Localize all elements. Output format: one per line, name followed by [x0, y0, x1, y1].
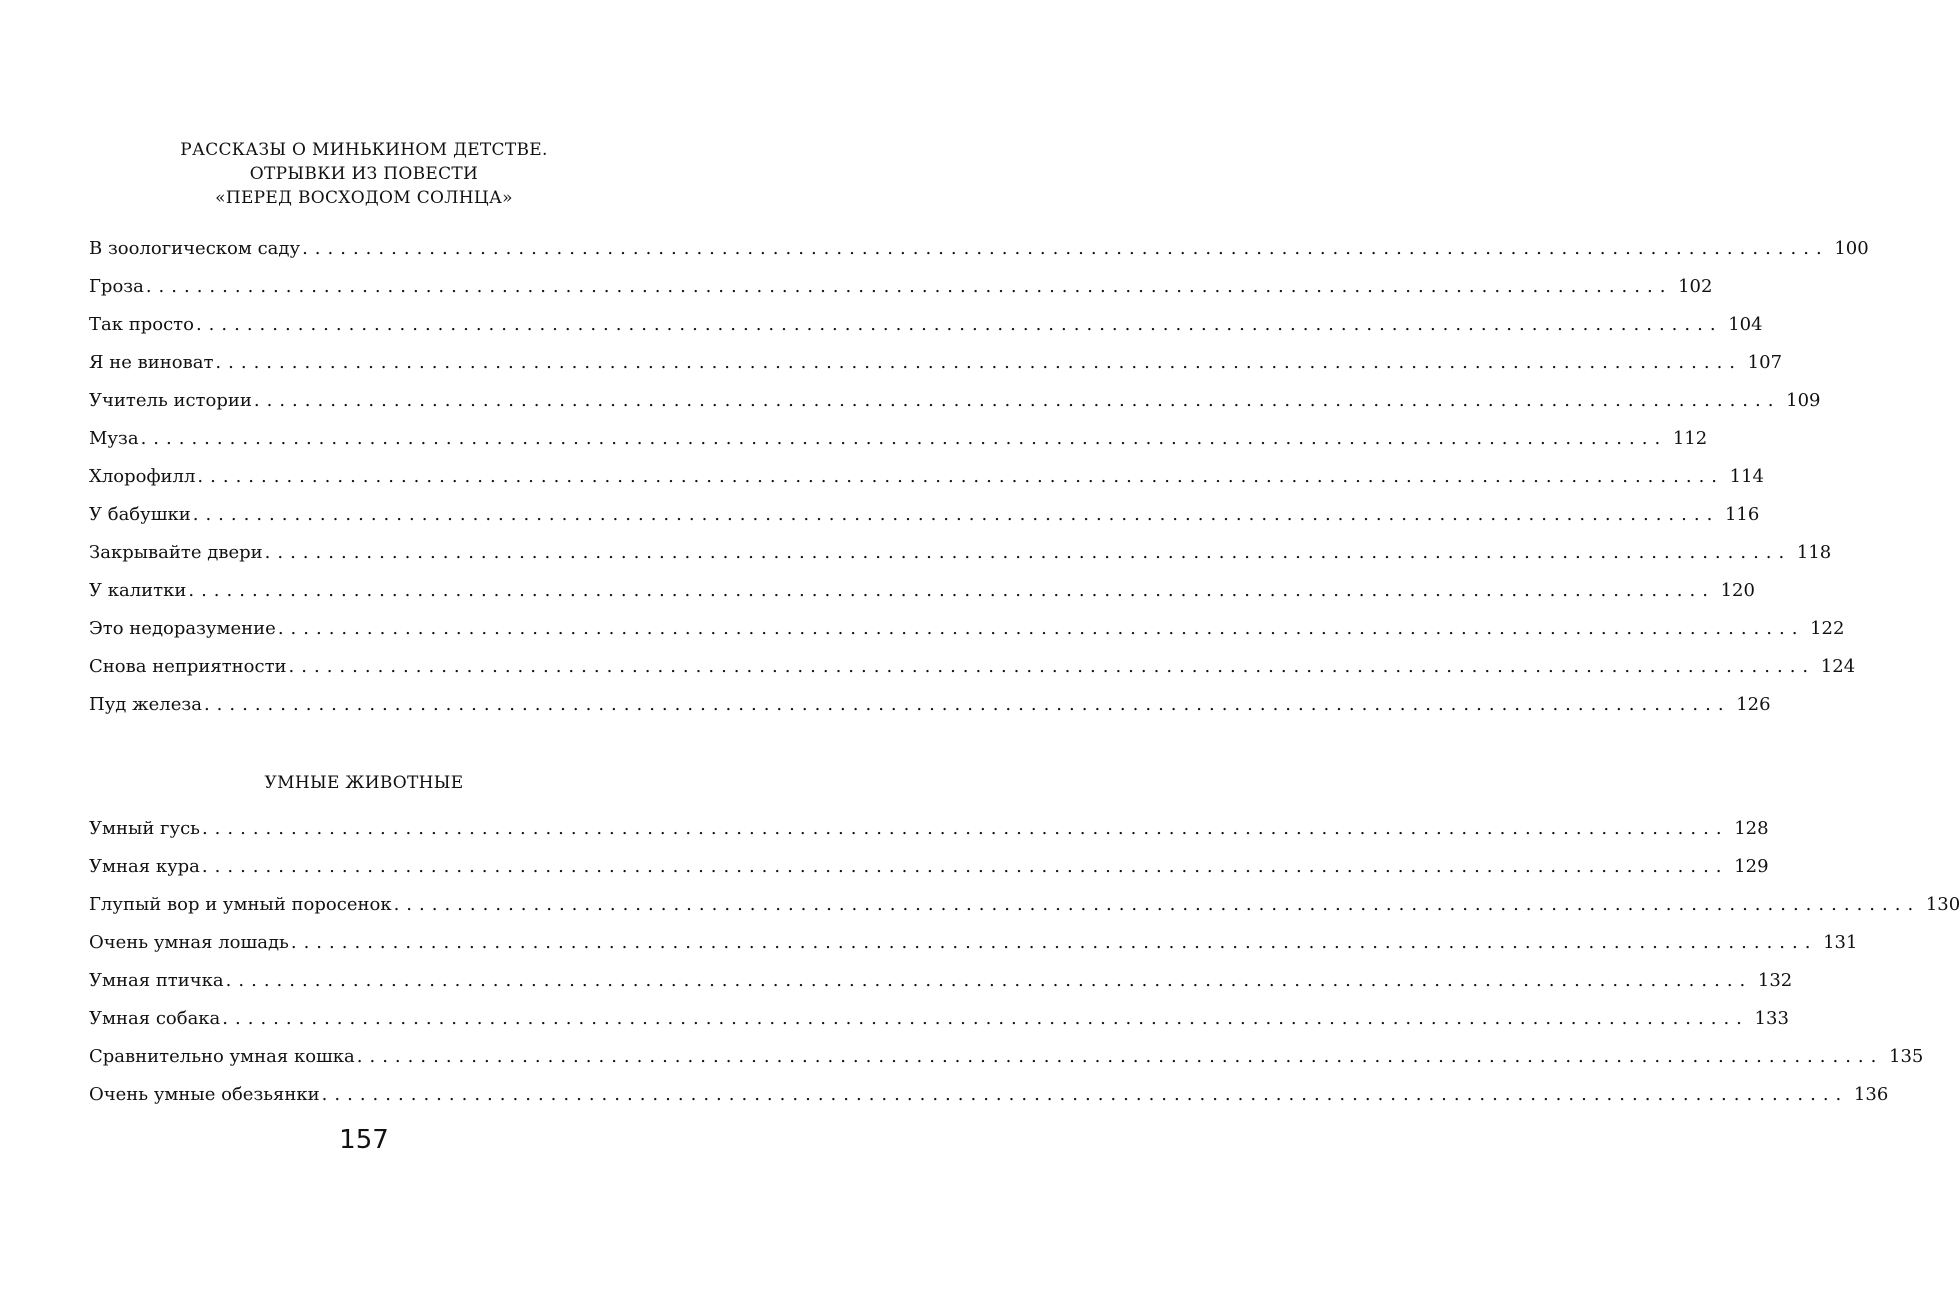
toc-entry-page: 126: [1736, 694, 1771, 715]
toc-entry-page: 130: [1925, 894, 1960, 915]
dot-leader: ........................................................................................................................: [290, 932, 1818, 953]
toc-entry: [89, 466, 1765, 504]
toc-entry-page: 107: [1747, 352, 1783, 373]
toc-entry: [89, 818, 1769, 856]
toc-entry-title: Закрывайте двери: [89, 542, 263, 563]
toc-entry-title: Очень умные обезьянки: [89, 1084, 320, 1105]
toc-entry-title: У калитки: [89, 580, 187, 601]
toc-entry-page: 116: [1724, 504, 1760, 525]
dot-leader: ........................................................................................................................: [253, 390, 1781, 411]
toc-entry-title: Умная птичка: [89, 970, 224, 991]
toc-entry-title: Умная собака: [89, 1008, 221, 1029]
toc-entry-title: Учитель истории: [89, 390, 252, 411]
toc-section-childhood: [89, 238, 1869, 732]
toc-entry-title: Глупый вор и умный поросенок: [89, 894, 392, 915]
toc-entry-page: 102: [1678, 276, 1713, 297]
dot-leader: ........................................................................................................................: [225, 970, 1753, 991]
toc-section-animals: [89, 818, 1960, 1122]
dot-leader: ........................................................................................................................: [356, 1046, 1884, 1067]
dot-leader: ........................................................................................................................: [192, 504, 1720, 525]
toc-entry: [89, 1008, 1789, 1046]
toc-entry: [89, 1084, 1889, 1122]
heading-line: ОТРЫВКИ ИЗ ПОВЕСТИ: [249, 164, 479, 184]
dot-leader: ........................................................................................................................: [145, 276, 1673, 297]
dot-leader: ........................................................................................................................: [188, 580, 1715, 601]
dot-leader: ........................................................................................................................: [393, 894, 1921, 915]
toc-entry-page: 135: [1889, 1046, 1924, 1067]
toc-entry: [89, 276, 1713, 314]
section-heading-smart-animals: [0, 771, 728, 795]
toc-entry-page: 112: [1672, 428, 1708, 449]
dot-leader: ........................................................................................................................: [195, 314, 1723, 335]
dot-leader: ........................................................................................................................: [215, 352, 1743, 373]
toc-entry-title: В зоологическом саду: [89, 238, 301, 259]
dot-leader: ........................................................................................................................: [302, 238, 1829, 259]
toc-entry: [89, 894, 1960, 932]
toc-entry-page: 128: [1734, 818, 1769, 839]
toc-entry-page: 118: [1796, 542, 1832, 563]
toc-entry-page: 131: [1823, 932, 1858, 953]
toc-entry-page: 132: [1757, 970, 1793, 991]
toc-entry-page: 100: [1834, 238, 1869, 259]
dot-leader: ........................................................................................................................: [222, 1008, 1749, 1029]
toc-entry: [89, 390, 1821, 428]
dot-leader: ........................................................................................................................: [264, 542, 1792, 563]
toc-entry: [89, 428, 1708, 466]
toc-entry-title: Снова неприятности: [89, 656, 287, 677]
dot-leader: ........................................................................................................................: [201, 856, 1729, 877]
toc-entry: [89, 618, 1845, 656]
dot-leader: ........................................................................................................................: [277, 618, 1805, 639]
toc-entry-title: Очень умная лошадь: [89, 932, 289, 953]
toc-entry-title: Умный гусь: [89, 818, 200, 839]
toc-entry: [89, 932, 1858, 970]
dot-leader: ........................................................................................................................: [321, 1084, 1849, 1105]
toc-entry-title: Муза: [89, 428, 139, 449]
toc-entry-page: 109: [1786, 390, 1821, 411]
dot-leader: ........................................................................................................................: [197, 466, 1725, 487]
toc-entry-page: 133: [1754, 1008, 1789, 1029]
heading-line: РАССКАЗЫ О МИНЬКИНОМ ДЕТСТВЕ.: [180, 140, 548, 160]
toc-entry-title: Сравнительно умная кошка: [89, 1046, 355, 1067]
toc-entry: [89, 352, 1783, 390]
toc-entry: [89, 856, 1769, 894]
toc-entry-title: Пуд железа: [89, 694, 202, 715]
toc-entry-title: Так просто: [89, 314, 194, 335]
toc-entry: [89, 238, 1869, 276]
section-heading-childhood-stories: [0, 138, 728, 210]
toc-entry-page: 129: [1734, 856, 1769, 877]
toc-entry: [89, 314, 1763, 352]
toc-entry-title: Я не виноват: [89, 352, 214, 373]
toc-entry: [89, 694, 1771, 732]
toc-entry-title: Гроза: [89, 276, 144, 297]
toc-entry-page: 120: [1720, 580, 1755, 601]
toc-entry: [89, 1046, 1924, 1084]
toc-entry-page: 122: [1810, 618, 1845, 639]
toc-entry-page: 104: [1728, 314, 1763, 335]
toc-entry-title: Хлорофилл: [89, 466, 196, 487]
heading-line: УМНЫЕ ЖИВОТНЫЕ: [264, 773, 464, 793]
toc-entry-page: 124: [1820, 656, 1856, 677]
toc-entry-title: У бабушки: [89, 504, 191, 525]
dot-leader: ........................................................................................................................: [140, 428, 1668, 449]
dot-leader: ........................................................................................................................: [288, 656, 1816, 677]
heading-line: «ПЕРЕД ВОСХОДОМ СОЛНЦА»: [215, 188, 513, 208]
toc-entry: [89, 580, 1755, 618]
toc-entry: [89, 970, 1793, 1008]
page-number: 157: [339, 1125, 389, 1155]
dot-leader: ........................................................................................................................: [203, 694, 1731, 715]
toc-entry: [89, 656, 1856, 694]
toc-entry-title: Умная кура: [89, 856, 200, 877]
toc-entry-page: 136: [1853, 1084, 1889, 1105]
dot-leader: ........................................................................................................................: [201, 818, 1729, 839]
toc-entry: [89, 542, 1832, 580]
toc-entry: [89, 504, 1760, 542]
toc-entry-page: 114: [1729, 466, 1765, 487]
toc-entry-title: Это недоразумение: [89, 618, 276, 639]
